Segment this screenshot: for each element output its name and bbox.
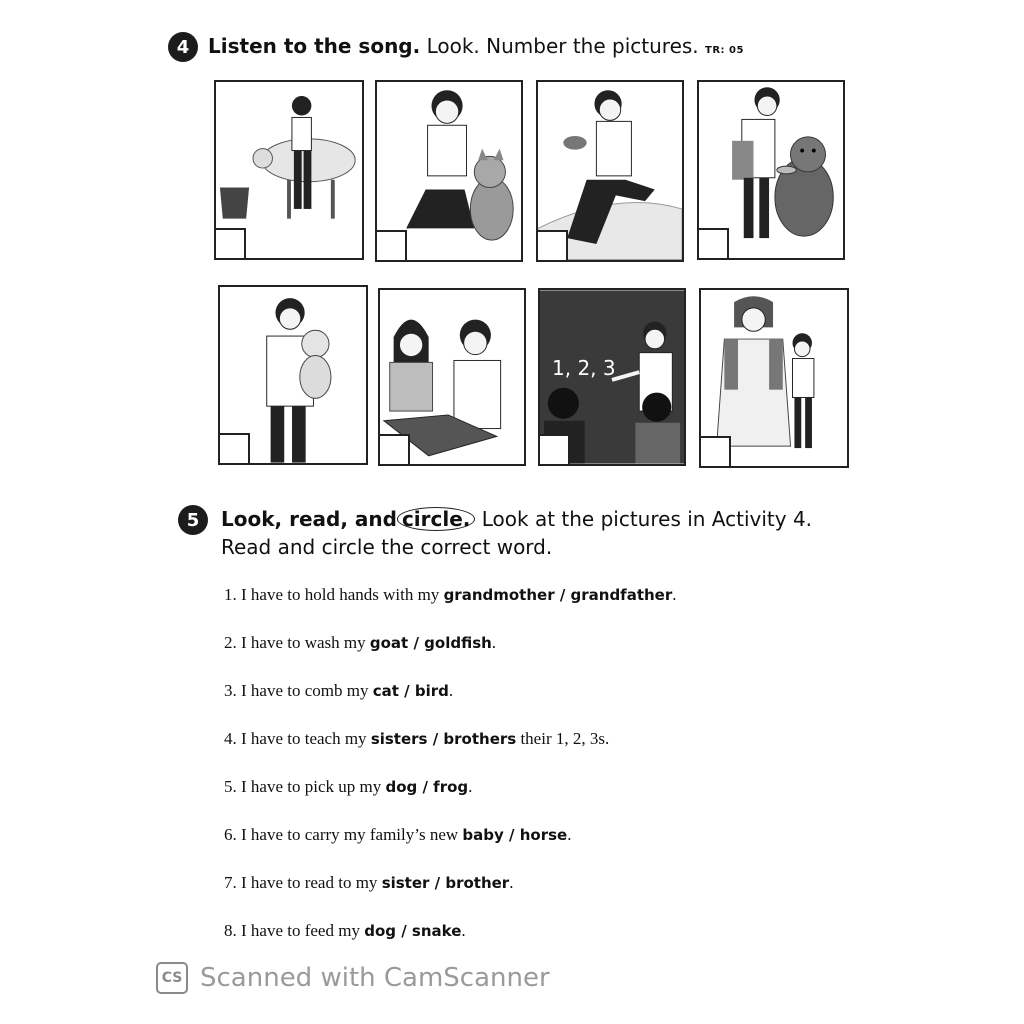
sentence-7	[224, 871, 677, 919]
activity-number-badge: 4	[168, 32, 198, 62]
sentence-text: 6. I have to carry my family’s new	[224, 825, 463, 844]
sentence-end: their 1, 2, 3s.	[516, 729, 610, 748]
picture-boy-teaching-brothers	[538, 288, 686, 466]
track-number: TR: 05	[705, 45, 744, 56]
sentence-text: 4. I have to teach my	[224, 729, 371, 748]
sentence-8	[224, 919, 677, 967]
sentence-text: 8. I have to feed my	[224, 921, 365, 940]
answer-box[interactable]	[220, 433, 250, 463]
sentence-end: .	[509, 873, 514, 892]
answer-box[interactable]	[701, 436, 731, 466]
answer-box[interactable]	[540, 434, 570, 464]
camscanner-text: Scanned with CamScanner	[200, 963, 550, 993]
word-choice[interactable]: dog / frog	[385, 778, 469, 796]
sentence-text: 2. I have to wash my	[224, 633, 370, 652]
circled-word: circle.	[397, 507, 475, 531]
answer-box[interactable]	[216, 228, 246, 258]
sentence-end: .	[567, 825, 572, 844]
sentence-text: 1. I have to hold hands with my	[224, 585, 444, 604]
word-choice[interactable]: goat / goldfish	[369, 634, 492, 652]
answer-box[interactable]	[377, 230, 407, 260]
sentence-6	[224, 823, 677, 871]
sentence-4	[224, 727, 677, 775]
answer-box[interactable]	[699, 228, 729, 258]
activity-4-header	[168, 32, 744, 65]
picture-boy-holding-frog	[536, 80, 684, 262]
activity-4-title	[208, 32, 744, 65]
word-choice[interactable]: sisters / brothers	[370, 730, 517, 748]
sentence-end: .	[491, 633, 497, 652]
answer-box[interactable]	[380, 434, 410, 464]
word-choice[interactable]: dog / snake	[364, 922, 462, 940]
activity-4-title-bold: Listen to the song.	[208, 34, 421, 58]
sentence-text: 5. I have to pick up my	[224, 777, 386, 796]
sentence-text: 3. I have to comb my	[224, 681, 373, 700]
sentence-end: .	[448, 681, 454, 700]
picture-boy-reading-to-sister	[378, 288, 526, 466]
sentence-2	[224, 631, 677, 679]
sentence-list	[224, 583, 677, 967]
activity-5-title-bold: Look, read, and	[221, 507, 397, 531]
picture-boy-carrying-baby	[218, 285, 368, 465]
picture-boy-washing-goat	[214, 80, 364, 260]
activity-5-title	[221, 505, 812, 561]
word-choice[interactable]: grandmother / grandfather	[443, 586, 673, 604]
sentence-end: .	[461, 921, 466, 940]
activity-5-instruction: Read and circle the correct word.	[221, 535, 553, 559]
camscanner-logo-icon: CS	[156, 962, 188, 994]
picture-boy-holding-hands-grandmother	[699, 288, 849, 468]
blackboard-numbers: 1, 2, 3	[552, 356, 616, 380]
word-choice[interactable]: cat / bird	[372, 682, 449, 700]
sentence-3	[224, 679, 677, 727]
word-choice[interactable]: baby / horse	[462, 826, 568, 844]
sentence-end: .	[468, 777, 473, 796]
sentence-1	[224, 583, 677, 631]
picture-boy-combing-cat	[375, 80, 523, 262]
camscanner-watermark	[156, 962, 550, 994]
activity-4-title-rest: Look. Number the pictures.	[420, 34, 699, 58]
answer-box[interactable]	[538, 230, 568, 260]
sentence-end: .	[672, 585, 677, 604]
activity-5-header	[178, 505, 812, 561]
word-choice[interactable]: sister / brother	[381, 874, 510, 892]
sentence-5	[224, 775, 677, 823]
activity-5-title-rest: Look at the pictures in Activity 4.	[475, 507, 813, 531]
activity-number-badge: 5	[178, 505, 208, 535]
sentence-text: 7. I have to read to my	[224, 873, 382, 892]
picture-boy-feeding-dog	[697, 80, 845, 260]
